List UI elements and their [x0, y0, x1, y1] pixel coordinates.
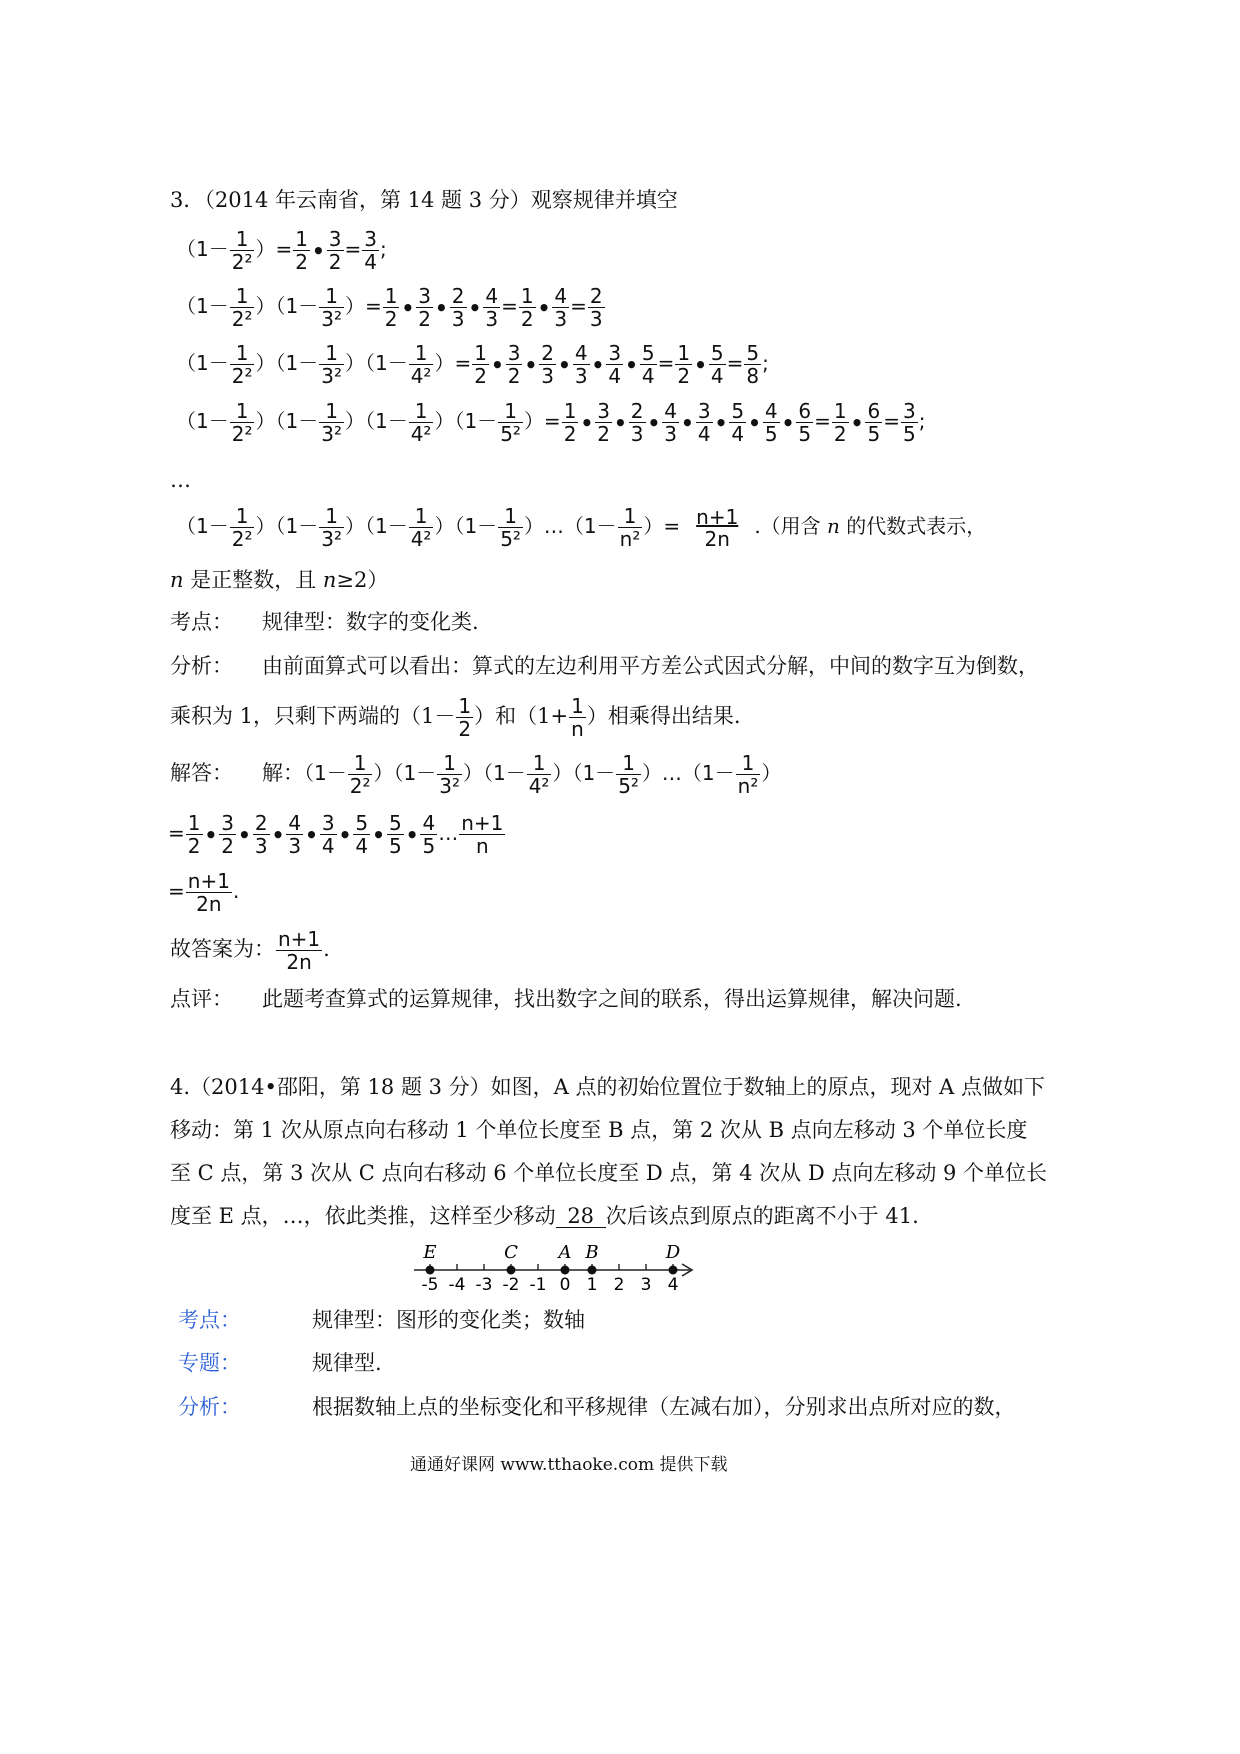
point-label-b: B: [585, 1242, 599, 1263]
q3-header: 3．（2014 年云南省，第 14 题 3 分）观察规律并填空: [170, 188, 678, 212]
point-label-c: C: [504, 1242, 518, 1263]
number-line-figure: [400, 1238, 700, 1298]
axis-tick-label: 2: [613, 1275, 625, 1295]
q3-jieda-step-2: = $\frac{n+1}{2n}$ .: [168, 869, 240, 916]
point-label-e: E: [423, 1242, 437, 1263]
q3-fenxi-line-2: 乘积为 1，只剩下两端的（1－ $\frac{1}{2}$ ）和（1+ $\frac{1}{n}$ ）相乘得出结果.: [170, 694, 741, 741]
q3-jieda-step-1: = $\frac{1}{2}$ • $\frac{3}{2}$ • $\frac{2}{3}$ • $\frac{4}{3}$ • $\frac{3}{4}$ • $\frac{5}{4}$ • $\frac{5}{5}$ • $\frac{4}{5}$ … $\frac{n+1}{n}$: [168, 811, 504, 858]
axis-tick-label: 3: [640, 1275, 652, 1295]
point-label-a: A: [558, 1242, 572, 1263]
q4-fenxi: 分析： 根据数轴上点的坐标变化和平移规律（左减右加），分别求出点所对应的数，: [178, 1395, 1016, 1419]
axis-tick-label: -4: [448, 1275, 466, 1295]
q4-line-2: 移动：第 1 次从原点向右移动 1 个单位长度至 B 点，第 2 次从 B 点向左移动 3 个单位长度: [170, 1118, 1028, 1142]
q4-line-3: 至 C 点，第 3 次从 C 点向右移动 6 个单位长度至 D 点，第 4 次从 D 点向左移动 9 个单位长: [170, 1161, 1048, 1185]
q3-kaodian: 考点： 规律型：数字的变化类.: [170, 610, 479, 634]
point-d: [669, 1266, 678, 1275]
q3-row-4: （1－ $\frac{1}{\text{2²}}$ ）（1－ $\frac{1}{\text{3²}}$ ）（1－ $\frac{1}{\text{4²}}$ ）（1－ $\frac{1}{\text{5²}}$ ）= $\frac{1}{2}$ • $\frac{3}{2}$ • $\frac{2}{3}$ • $\frac{4}{3}$ • $\frac{3}{4}$ • $\frac{5}{4}$ • $\frac{4}{5}$ • $\frac{6}{5}$ = $\frac{1}{2}$ • $\frac{6}{5}$ = $\frac{3}{5}$ ;: [176, 399, 926, 446]
q4-answer: 28: [556, 1206, 606, 1228]
axis-tick-label: -2: [502, 1275, 520, 1295]
point-b: [588, 1266, 597, 1275]
q4-zhuanti: 专题： 规律型.: [178, 1351, 382, 1375]
answer-numerator: n+1: [696, 504, 739, 529]
point-e: [426, 1266, 435, 1275]
axis-tick-label: 0: [559, 1275, 571, 1295]
axis-tick-label: -3: [475, 1275, 493, 1295]
q4-line-4: 度至 E 点，…，依此类推，这样至少移动 28 次后该点到原点的距离不小于 41.: [170, 1204, 919, 1228]
axis-tick-label: -5: [421, 1275, 439, 1295]
point-c: [507, 1266, 516, 1275]
q3-jieda: 解答： 解：（1－ $\frac{1}{\text{2²}}$ ）（1－ $\frac{1}{\text{3²}}$ ）（1－ $\frac{1}{\text{4²}}$ ）（1－ $\frac{1}{\text{5²}}$ ）…（1－ $\frac{1}{\text{n²}}$ ）: [170, 751, 782, 798]
q3-fenxi: 分析： 由前面算式可以看出：算式的左边利用平方差公式因式分解，中间的数字互为倒数，: [170, 654, 1039, 678]
q3-row-1: （1－ $\frac{1}{\text{2²}}$ ）= $\frac{1}{2}$ • $\frac{3}{2}$ = $\frac{3}{4}$ ;: [176, 227, 387, 274]
axis-tick-label: 4: [667, 1275, 679, 1295]
q3-row-3: （1－ $\frac{1}{\text{2²}}$ ）（1－ $\frac{1}{\text{3²}}$ ）（1－ $\frac{1}{\text{4²}}$ ）= $\frac{1}{2}$ • $\frac{3}{2}$ • $\frac{2}{3}$ • $\frac{4}{3}$ • $\frac{3}{4}$ • $\frac{5}{4}$ = $\frac{1}{2}$ • $\frac{5}{4}$ = $\frac{5}{8}$ ;: [176, 341, 769, 388]
q3-dianping: 点评： 此题考查算式的运算规律，找出数字之间的联系，得出运算规律，解决问题.: [170, 987, 962, 1011]
q3-condition: n 是正整数，且 n≥2）: [170, 568, 389, 592]
axis-tick-label: 1: [586, 1275, 598, 1295]
axis-tick-label: -1: [529, 1275, 547, 1295]
page-footer: 通通好课网 www.tthaoke.com 提供下载: [410, 1455, 728, 1475]
point-label-d: D: [665, 1242, 681, 1263]
q3-row-2: （1－ $\frac{1}{\text{2²}}$ ）（1－ $\frac{1}{\text{3²}}$ ）= $\frac{1}{2}$ • $\frac{3}{2}$ • $\frac{2}{3}$ • $\frac{4}{3}$ = $\frac{1}{2}$ • $\frac{4}{3}$ = $\frac{2}{3}$: [176, 284, 603, 331]
q4-line-1: 4.（2014•邵阳，第 18 题 3 分）如图，A 点的初始位置位于数轴上的原点，现对 A 点做如下: [170, 1075, 1046, 1099]
q3-general-row: （1－ $\frac{1}{\text{2²}}$ ）（1－ $\frac{1}{\text{3²}}$ ）（1－ $\frac{1}{\text{4²}}$ ）（1－ $\frac{1}{\text{5²}}$ ）…（1－ $\frac{1}{\text{n²}}$ ）= $\frac{n+1}{2n}$ .（用含 n 的代数式表示，: [176, 504, 987, 551]
point-a: [561, 1266, 570, 1275]
q4-kaodian: 考点： 规律型：图形的变化类；数轴: [178, 1308, 585, 1332]
axis-ticks: [422, 1264, 679, 1295]
answer-denominator: 2n: [704, 526, 730, 551]
q3-final-answer: 故答案为： $\frac{n+1}{2n}$ .: [170, 927, 330, 974]
q3-ellipsis: …: [170, 468, 191, 492]
